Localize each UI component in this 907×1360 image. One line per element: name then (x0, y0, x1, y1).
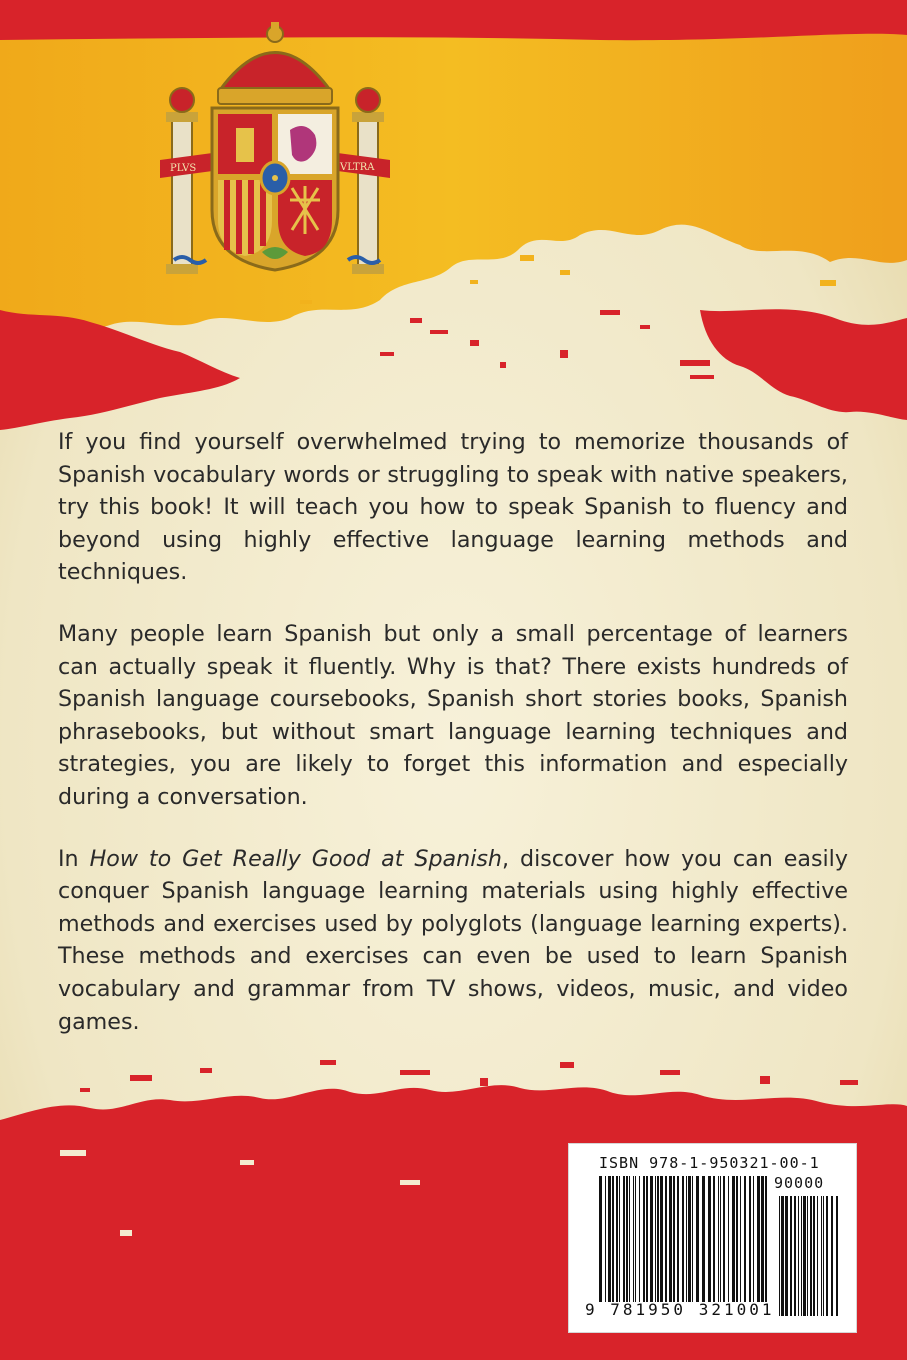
motto-left: PLVS (170, 163, 197, 174)
barcode-bar (831, 1196, 833, 1316)
barcode-bar (688, 1176, 691, 1302)
barcode-bar (718, 1176, 719, 1302)
barcode-bar (817, 1196, 818, 1316)
shield-icon (212, 108, 338, 270)
barcode-bar (753, 1176, 754, 1302)
barcode-bar (740, 1176, 741, 1302)
barcode-bar (744, 1176, 746, 1302)
barcode-bar (660, 1176, 663, 1302)
paragraph-3-prefix: In (58, 845, 90, 872)
barcode-bar (708, 1176, 711, 1302)
barcode-bar (657, 1176, 659, 1302)
barcode-bar (605, 1176, 606, 1302)
barcode-bar (669, 1176, 672, 1302)
barcode-bar (612, 1176, 614, 1302)
barcode-bar (633, 1176, 634, 1302)
book-description (58, 426, 848, 1067)
right-pillar (348, 88, 384, 274)
barcode-bar (732, 1176, 735, 1302)
paragraph-3-rest: , discover how you can easily conquer Spanish language learning materials using highly effective methods and exercises used by polyglots (language learning experts). These methods and exercises can even be used to learn Spanish vocabulary and grammar from TV shows, videos, music, and video games. (58, 845, 848, 1035)
barcode-bar (677, 1176, 679, 1302)
barcode-bar (765, 1176, 767, 1302)
barcode-bar (803, 1196, 806, 1316)
isbn-digits: 9 781950 321001 (585, 1300, 775, 1319)
barcode-bar (728, 1176, 729, 1302)
description-paragraph-1: If you find yourself overwhelmed trying to memorize thousands of Spanish vocabulary words or struggling to speak with native speakers, try this book! It will teach you how to speak Spanish to fluency and beyond using highly effective language learning methods and techniques. (58, 429, 848, 586)
barcode-bar (723, 1176, 725, 1302)
barcode-bar (821, 1196, 822, 1316)
barcode-bar (807, 1196, 808, 1316)
barcode-bar (836, 1196, 838, 1316)
barcode-bar (692, 1176, 693, 1302)
coat-of-arms-emblem (150, 20, 400, 280)
barcode-bar (798, 1196, 799, 1316)
barcode-bar (616, 1176, 618, 1302)
crown-icon (218, 22, 332, 104)
barcode-bar (823, 1196, 824, 1316)
description-paragraph-2: Many people learn Spanish but only a small percentage of learners can actually speak it fluently. Why is that? There exists hundreds of Spanish language coursebooks, Spanish short stories books, Spanish phrasebooks, but without smart language learning techniques and strategies, you are likely to forget this information and especially during a conversation. (58, 620, 848, 810)
barcode-bar (643, 1176, 645, 1302)
addon-barcode-bars (779, 1196, 843, 1316)
description-paragraph-3 (58, 843, 848, 1039)
price-addon-code: 90000 (774, 1174, 825, 1192)
isbn-barcode (568, 1143, 857, 1333)
barcode-bar (794, 1196, 796, 1316)
barcode-bar (713, 1176, 715, 1302)
barcode-bar (761, 1176, 764, 1302)
barcode-bar (826, 1196, 828, 1316)
barcode-bar (810, 1196, 812, 1316)
barcode-bar (646, 1176, 648, 1302)
motto-right: VLTRA (340, 162, 375, 173)
barcode-bar (720, 1176, 721, 1302)
barcode-bars (599, 1176, 769, 1302)
barcode-bar (626, 1176, 628, 1302)
barcode-bar (599, 1176, 602, 1302)
barcode-bar (650, 1176, 653, 1302)
book-title-reference: How to Get Really Good at Spanish (89, 845, 502, 872)
barcode-bar (781, 1196, 784, 1316)
barcode-bar (813, 1196, 815, 1316)
barcode-bar (673, 1176, 675, 1302)
barcode-bar (629, 1176, 630, 1302)
barcode-bar (682, 1176, 684, 1302)
barcode-bar (655, 1176, 656, 1302)
barcode-bar (665, 1176, 667, 1302)
barcode-bar (757, 1176, 760, 1302)
isbn-label: ISBN 978-1-950321-00-1 (599, 1154, 820, 1172)
barcode-bar (790, 1196, 792, 1316)
left-pillar (166, 88, 206, 274)
barcode-bar (785, 1196, 788, 1316)
barcode-bar (623, 1176, 625, 1302)
barcode-bar (686, 1176, 687, 1302)
barcode-bar (696, 1176, 699, 1302)
barcode-bar (619, 1176, 620, 1302)
barcode-bar (608, 1176, 611, 1302)
barcode-bar (736, 1176, 738, 1302)
barcode-bar (639, 1176, 640, 1302)
barcode-bar (702, 1176, 705, 1302)
barcode-bar (801, 1196, 802, 1316)
barcode-bar (635, 1176, 636, 1302)
barcode-bar (779, 1196, 780, 1316)
barcode-bar (749, 1176, 751, 1302)
